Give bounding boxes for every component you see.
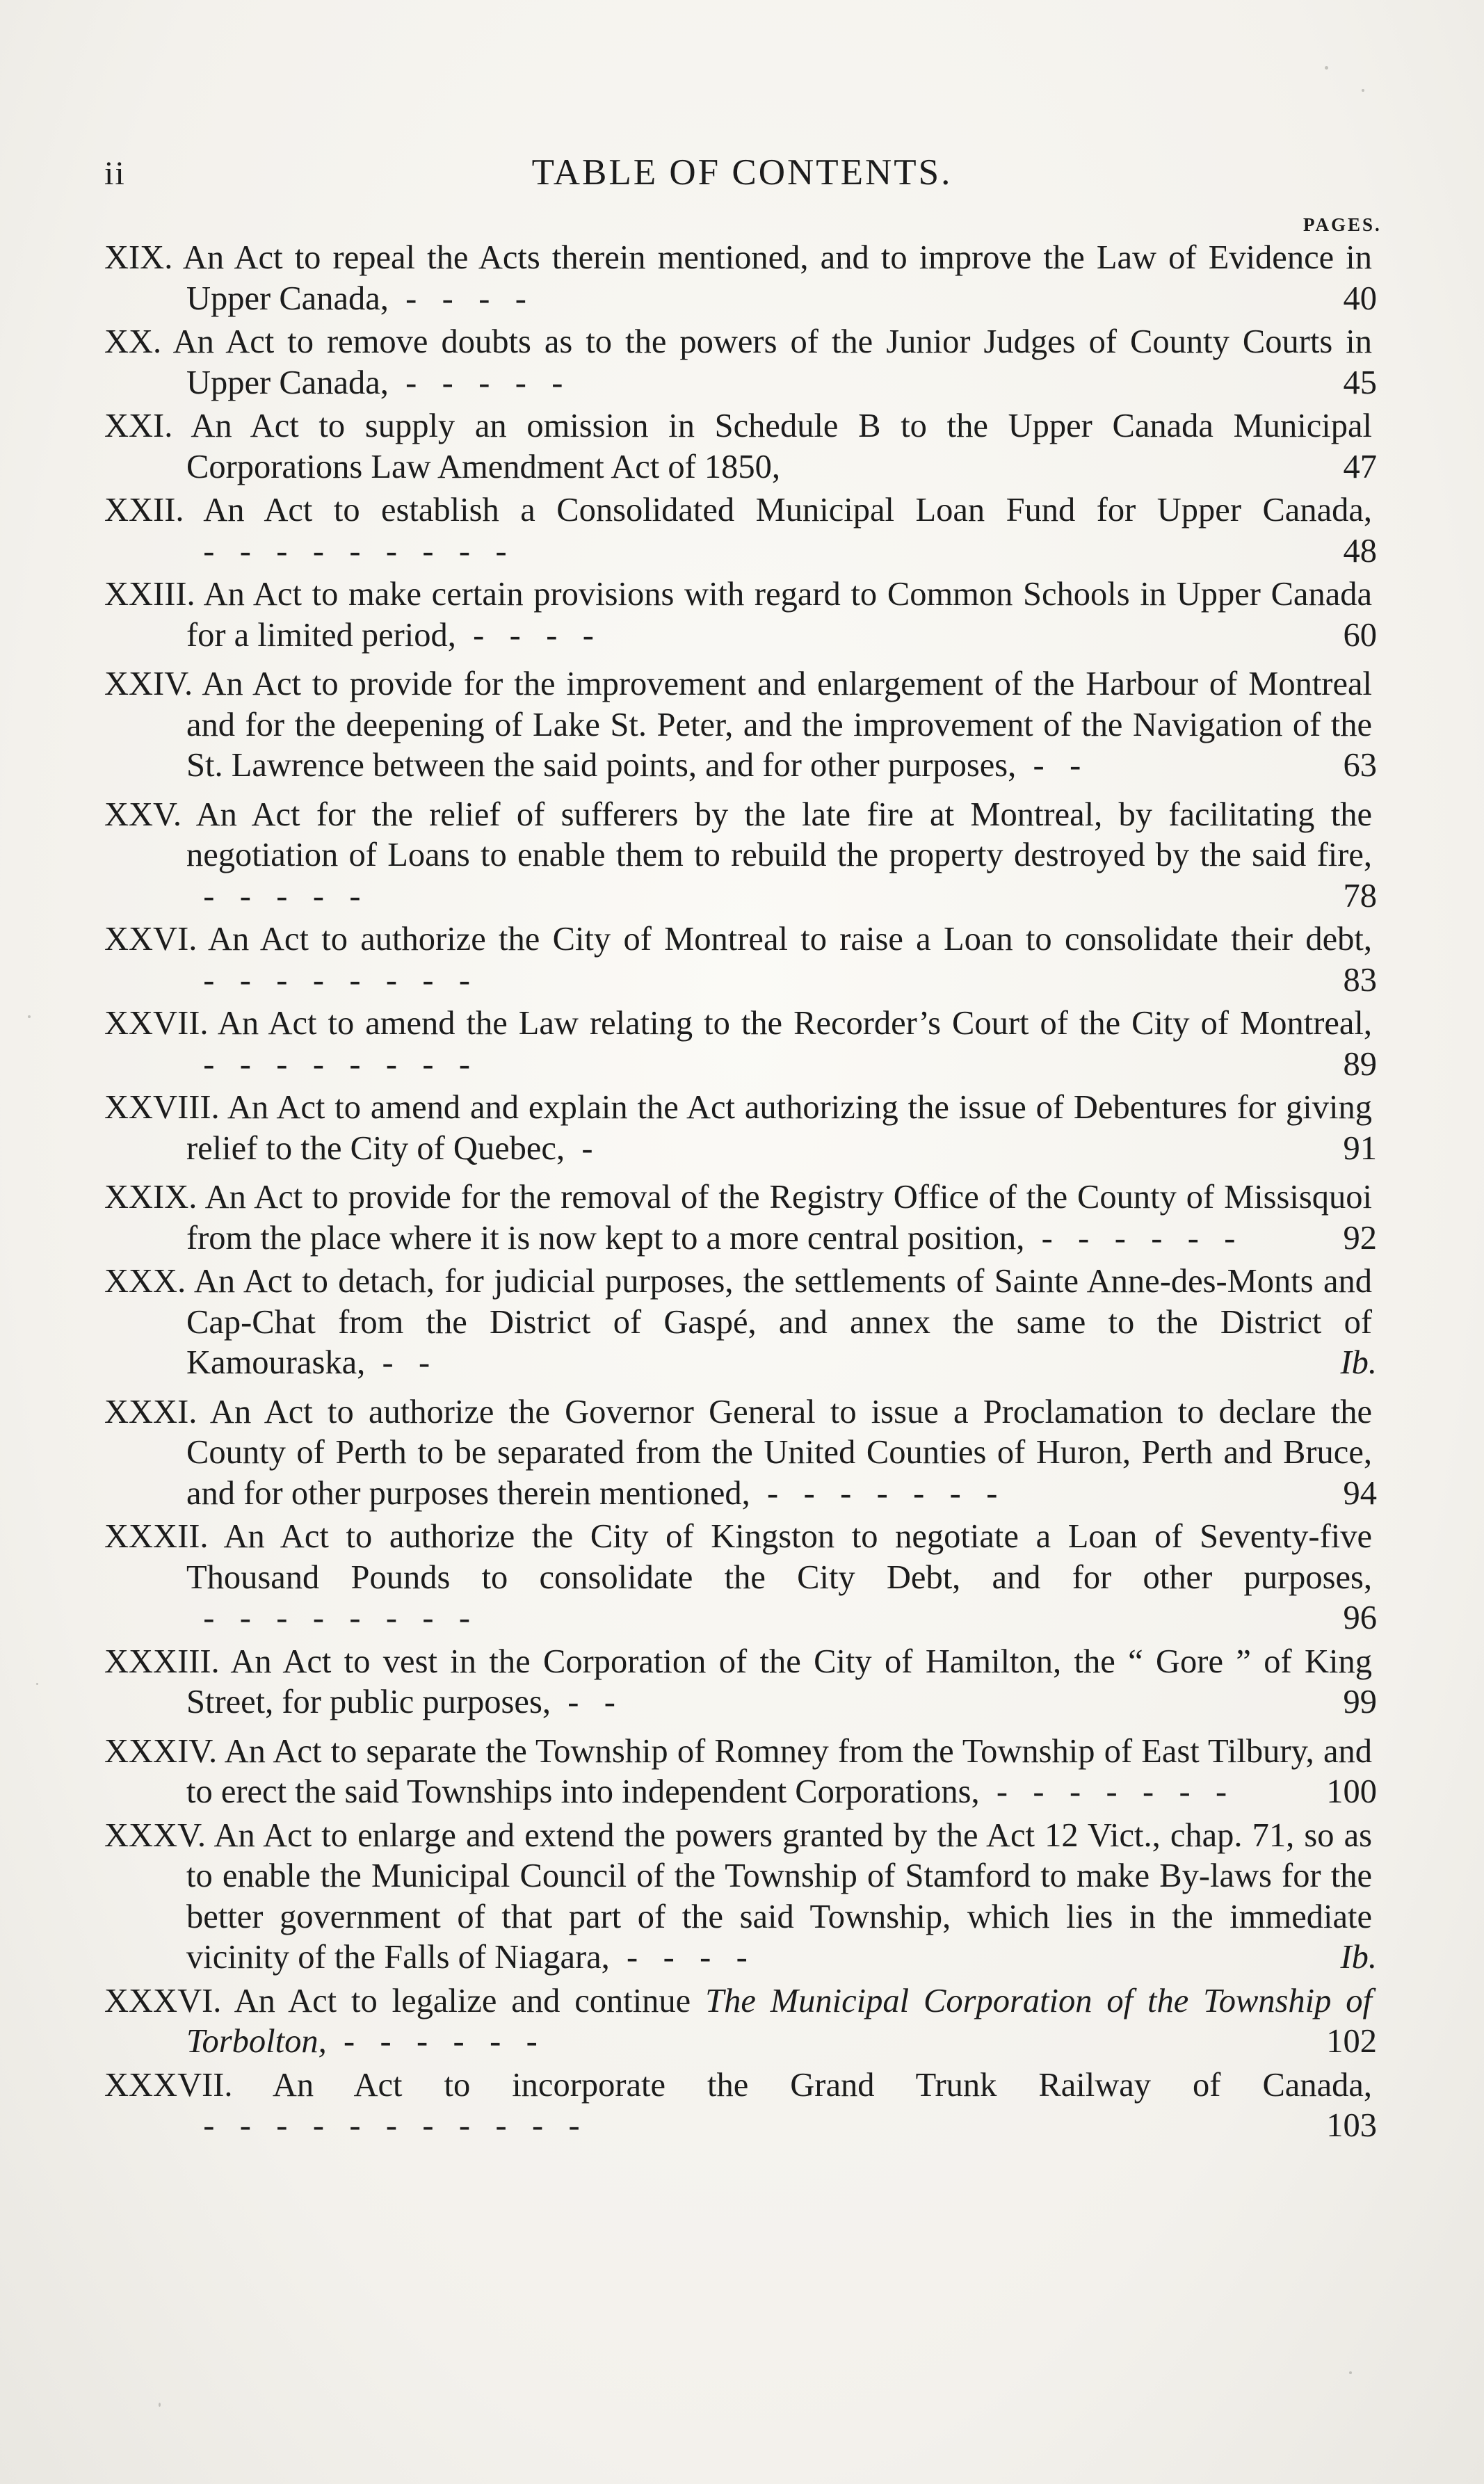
toc-entry (104, 2065, 1377, 2147)
page-reference: Ib. (1340, 1939, 1377, 1976)
act-title-italic: The Municipal Corporation of the Township of Torbolton, (186, 1982, 1373, 2060)
act-number: XXXIV. (104, 1732, 218, 1770)
page-reference: 45 (1343, 364, 1377, 401)
page-reference: 48 (1343, 532, 1377, 570)
act-number: XXV. (104, 796, 182, 833)
act-title: An Act to provide for the improvement and enlargement of the Harbour of Montreal and for the deepening of Lake St. Peter, and the improvement of the Navigation of the St. Lawrence between the said points, and for other purposes, (186, 666, 1372, 784)
dot-leaders: - - (365, 1344, 430, 1381)
toc-entry (104, 1003, 1377, 1085)
paper-speck (1325, 66, 1328, 70)
dot-leaders: - - - - - (186, 877, 361, 914)
page-reference: Ib. (1340, 1344, 1377, 1381)
toc-entry (104, 1392, 1377, 1515)
page-reference: 78 (1343, 877, 1377, 914)
dot-leaders: - - - - - - - - (186, 1599, 471, 1636)
act-title: An Act to detach, for judicial purposes, the settlements of Sainte Anne-des-Monts and Cap-Chat from the District of Gaspé, and annex the same to the District of Kamouraska, (186, 1263, 1372, 1381)
act-number: XXXVI. (104, 1982, 222, 2019)
act-number: XXXVII. (104, 2066, 233, 2104)
page-reference: 89 (1343, 1045, 1377, 1083)
toc-entry (104, 1816, 1377, 1978)
act-title: An Act to repeal the Acts therein mentioned, and to improve the Law of Evidence in Upper Canada, (182, 239, 1373, 317)
toc-entry (104, 1177, 1377, 1259)
page-reference: 47 (1343, 448, 1377, 485)
act-number: XX. (104, 323, 162, 360)
act-title: An Act to vest in the Corporation of the City of Hamilton, the “ Gore ” of King Street, for public purposes, (186, 1643, 1373, 1720)
act-number: XXVIII. (104, 1089, 220, 1126)
dot-leaders: - - (550, 1684, 615, 1720)
act-title: An Act to amend and explain the Act authorizing the issue of Debentures for giving relief to the City of Quebec, (186, 1089, 1372, 1167)
act-number: XXVI. (104, 921, 197, 958)
act-title: An Act for the relief of sufferers by the late fire at Montreal, by facilitating the negotiation of Loans to enable them to rebuild the property destroyed by the said fire, (186, 796, 1372, 873)
paper-speck (36, 1683, 38, 1685)
act-title: An Act to remove doubts as to the powers of the Junior Judges of County Courts in Upper Canada, (172, 323, 1373, 401)
dot-leaders: - - - - (455, 616, 594, 654)
pages-column-label: PAGES. (1303, 214, 1382, 235)
page-reference: 40 (1343, 280, 1377, 317)
toc-entry (104, 1261, 1377, 1384)
running-title: TABLE OF CONTENTS. (531, 152, 953, 193)
page-reference: 99 (1343, 1684, 1377, 1720)
toc-entry (104, 1642, 1377, 1723)
act-title: An Act to amend the Law relating to the Recorder’s Court of the City of Montreal, (217, 1005, 1372, 1042)
dot-leaders: - - - - - - - (750, 1474, 998, 1512)
page-reference: 103 (1326, 2107, 1377, 2144)
page-reference: 100 (1326, 1773, 1377, 1810)
act-number: XXXIII. (104, 1643, 220, 1680)
page-reference: 63 (1343, 747, 1377, 784)
paper-speck (28, 1015, 31, 1018)
act-number: XIX. (104, 239, 173, 276)
toc-entry (104, 238, 1377, 319)
page-reference: 92 (1343, 1219, 1377, 1257)
dot-leaders: - (565, 1129, 593, 1167)
dot-leaders: - - - - - - - (979, 1773, 1227, 1810)
page-reference: 102 (1326, 2023, 1377, 2060)
dot-leaders: - - - - - - (1024, 1219, 1236, 1257)
toc-entry (104, 664, 1377, 787)
dot-leaders: - - - - - (388, 364, 563, 401)
dot-leaders: - - (1016, 747, 1081, 784)
act-title: An Act to enlarge and extend the powers granted by the Act 12 Vict., chap. 71, so as to enable the Municipal Council of the Township of Stamford to make By-laws for the better government of that part of the said Township, which lies in the immediate vicinity of the Falls of Niagara, (186, 1816, 1373, 1976)
paper-speck (1349, 2371, 1352, 2374)
page-reference: 94 (1343, 1474, 1377, 1512)
act-number: XXIV. (104, 666, 193, 702)
toc-entry (104, 1088, 1377, 1169)
dot-leaders: - - - - - - - - (186, 961, 471, 999)
table-of-contents (104, 238, 1377, 2150)
page-reference: 91 (1343, 1129, 1377, 1167)
page-reference: 96 (1343, 1599, 1377, 1636)
toc-entry (104, 490, 1377, 572)
act-title: An Act to establish a Consolidated Municipal Loan Fund for Upper Canada, (203, 492, 1372, 529)
dot-leaders: - - - - - - - - - - - (186, 2107, 580, 2144)
act-number: XXX. (104, 1263, 186, 1300)
act-title: An Act to authorize the City of Montreal to raise a Loan to consolidate their debt, (208, 921, 1372, 958)
dot-leaders: - - - - (609, 1939, 748, 1976)
dot-leaders: - - - - - - - - - (186, 532, 507, 570)
page-reference: 83 (1343, 961, 1377, 999)
toc-entry (104, 1732, 1377, 1813)
toc-entry (104, 919, 1377, 1001)
paper-speck (159, 2403, 161, 2407)
act-number: XXI. (104, 408, 173, 444)
act-number: XXII. (104, 492, 184, 529)
act-title: An Act to provide for the removal of the Registry Office of the County of Missisquoi from the place where it is now kept to a more central position, (186, 1179, 1372, 1257)
act-title: An Act to authorize the Governor General to issue a Proclamation to declare the County of Perth to be separated from the United Counties of Huron, Perth and Bruce, and for other purposes therein mentioned, (186, 1393, 1373, 1512)
act-number: XXXV. (104, 1816, 206, 1854)
act-title: An Act to legalize and continue (234, 1982, 691, 2019)
act-number: XXVII. (104, 1005, 209, 1042)
act-title: An Act to supply an omission in Schedule B to the Upper Canada Municipal Corporations Law Amendment Act of 1850, (186, 408, 1372, 485)
page-reference: 60 (1343, 616, 1377, 654)
act-title: An Act to authorize the City of Kingston to negotiate a Loan of Seventy-five Thousand Pounds to consolidate the City Debt, and for other purposes, (186, 1518, 1372, 1596)
act-number: XXXII. (104, 1518, 209, 1555)
act-number: XXIII. (104, 576, 195, 613)
toc-entry (104, 1517, 1377, 1639)
paper-speck (1362, 89, 1364, 92)
toc-entry (104, 1981, 1377, 2063)
act-title: An Act to make certain provisions with regard to Common Schools in Upper Canada for a limited period, (186, 576, 1373, 654)
act-number: XXIX. (104, 1179, 197, 1216)
toc-entry (104, 574, 1377, 656)
act-title: An Act to separate the Township of Romney from the Township of East Tilbury, and to erect the said Townships into independent Corporations, (186, 1732, 1372, 1810)
act-number: XXXI. (104, 1393, 197, 1430)
page-number: ii (104, 155, 126, 192)
toc-entry (104, 795, 1377, 917)
dot-leaders: - - - - (388, 280, 526, 317)
toc-entry (104, 406, 1377, 487)
act-title: An Act to incorporate the Grand Trunk Railway of Canada, (272, 2066, 1372, 2104)
dot-leaders: - - - - - - - - (186, 1045, 471, 1083)
toc-entry (104, 322, 1377, 403)
dot-leaders: - - - - - - (326, 2023, 538, 2060)
